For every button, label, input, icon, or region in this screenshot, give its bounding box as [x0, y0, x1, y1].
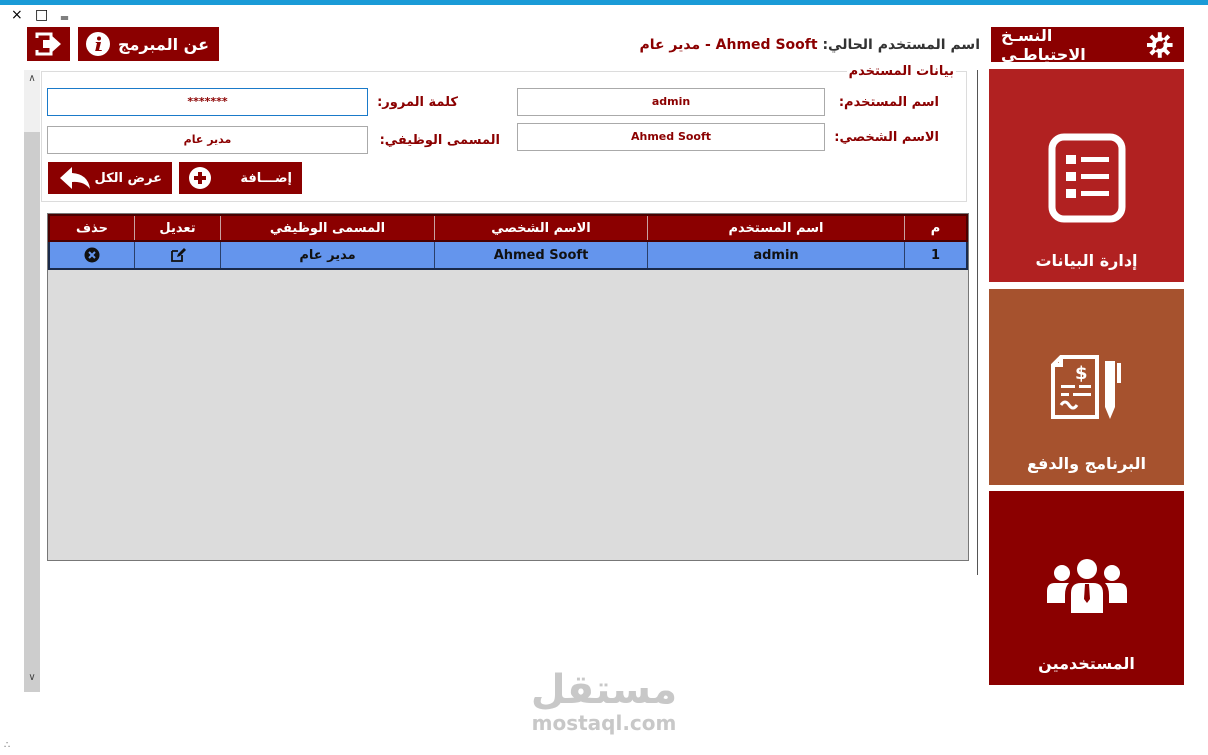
password-label: كلمة المرور:: [377, 95, 458, 110]
fullname-field[interactable]: Ahmed Sooft: [517, 123, 825, 151]
current-user-info: [560, 37, 980, 53]
users-group-icon: [1047, 557, 1127, 617]
watermark: [528, 668, 680, 734]
exit-button[interactable]: [27, 27, 70, 61]
username-label: اسم المستخدم:: [838, 95, 939, 110]
table-header: [48, 214, 968, 242]
fullname-label: الاسم الشخصي:: [834, 130, 939, 145]
jobtitle-label: المسمى الوظيفي:: [379, 133, 500, 148]
column-header-index[interactable]: م: [904, 216, 966, 240]
backup-button[interactable]: [991, 27, 1184, 62]
watermark-arabic: مستقل: [530, 667, 678, 713]
vertical-scrollbar[interactable]: [24, 70, 40, 687]
info-icon: [86, 32, 110, 56]
users-table[interactable]: [47, 213, 969, 561]
tile-data-management[interactable]: [989, 69, 1184, 282]
cell-delete: [50, 242, 134, 268]
show-all-button-label: عرض الكل: [94, 170, 162, 186]
minimize-window-button[interactable]: ‗: [61, 4, 68, 20]
column-header-jobtitle[interactable]: المسمى الوظيفي: [220, 216, 434, 240]
scroll-up-arrow-icon[interactable]: ∧: [28, 73, 36, 84]
plus-icon: [189, 167, 211, 189]
add-button-label: إضـــافة: [240, 170, 292, 186]
column-header-username[interactable]: اسم المستخدم: [647, 216, 904, 240]
tile-users-label: المستخدمين: [1038, 654, 1135, 673]
maximize-window-button[interactable]: □: [35, 7, 49, 23]
table-row[interactable]: [48, 242, 968, 270]
username-field[interactable]: admin: [517, 88, 825, 116]
backup-label: النسـخ الاحتياطـي: [1001, 25, 1086, 64]
column-header-edit[interactable]: تعديل: [134, 216, 220, 240]
divider: [977, 70, 978, 575]
title-accent-line: [0, 0, 1208, 5]
tile-data-management-label: إدارة البيانات: [1035, 251, 1138, 270]
gear-wrench-icon: [1146, 31, 1174, 59]
tile-users[interactable]: [989, 491, 1184, 685]
exit-icon: [35, 32, 63, 56]
tile-program-payment-label: البرنامج والدفع: [1026, 454, 1147, 473]
cell-username: admin: [647, 242, 904, 268]
tile-program-payment[interactable]: [989, 289, 1184, 485]
cell-index: 1: [904, 242, 966, 268]
resize-grip-icon[interactable]: ∴: [4, 740, 11, 751]
show-all-button[interactable]: [48, 162, 172, 194]
watermark-latin: mostaql.com: [531, 711, 677, 735]
delete-icon[interactable]: [84, 247, 100, 263]
cell-jobtitle: مدير عام: [220, 242, 434, 268]
about-programmer-button[interactable]: [78, 27, 219, 61]
column-header-fullname[interactable]: الاسم الشخصي: [434, 216, 647, 240]
cell-edit: [134, 242, 220, 268]
jobtitle-field[interactable]: مدير عام: [47, 126, 368, 154]
about-programmer-label: عن المبرمج: [117, 34, 209, 54]
back-arrow-icon: [58, 165, 92, 191]
column-header-delete[interactable]: حذف: [76, 220, 108, 236]
current-user-label: اسم المستخدم الحالي:: [822, 37, 980, 53]
add-button[interactable]: [179, 162, 302, 194]
cell-fullname: Ahmed Sooft: [434, 242, 647, 268]
scroll-down-arrow-icon[interactable]: ∨: [28, 672, 36, 683]
current-user-value: Ahmed Sooft - مدير عام: [639, 37, 818, 53]
user-data-group-title: بيانات المستخدم: [848, 64, 954, 79]
invoice-pen-icon: [1047, 353, 1127, 421]
close-window-button[interactable]: ×: [11, 7, 23, 23]
svg-text:$: $: [1074, 363, 1088, 384]
scroll-thumb[interactable]: [24, 132, 40, 692]
password-field[interactable]: *******: [47, 88, 368, 116]
checklist-icon: [1048, 133, 1126, 223]
edit-icon[interactable]: [170, 247, 186, 263]
